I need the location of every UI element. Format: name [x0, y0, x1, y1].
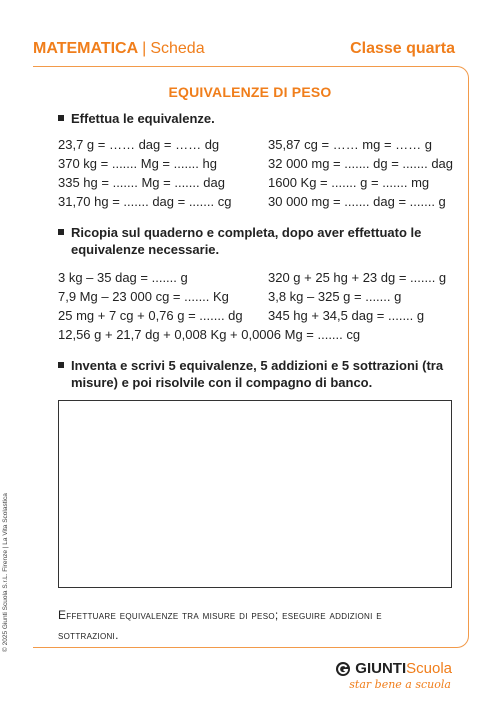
exercise-1-right-4: 30 000 mg = ....... dag = ....... g: [268, 194, 446, 209]
section2-instruction-line2: equivalenze necessarie.: [71, 242, 220, 257]
copyright-notice: © 2025 Giunti Scuola S.r.L. Firenze | La Vita Scolastica: [2, 493, 9, 652]
exercise-1-left-3: 335 hg = ....... Mg = ....... dag: [58, 175, 225, 190]
exercise-2-right-2: 3,8 kg – 325 g = ....... g: [268, 289, 402, 304]
exercise-1-left-4: 31,70 hg = ....... dag = ....... cg: [58, 194, 232, 209]
bullet-icon: [58, 362, 64, 368]
exercise-2-left-3: 25 mg + 7 cg + 0,76 g = ....... dg: [58, 308, 243, 323]
section1-instruction-text: Effettua le equivalenze.: [71, 111, 215, 126]
brand-name-2: Scuola: [406, 660, 452, 677]
page-header: [0, 0, 500, 62]
exercise-2-right-3: 345 hg + 34,5 dag = ....... g: [268, 308, 425, 323]
subject-label: [33, 40, 205, 58]
learning-objective: [58, 605, 458, 645]
exercise-2-right-1: 320 g + 25 hg + 23 dg = ....... g: [268, 270, 447, 285]
section3-instruction-line2: misure) e poi risolvile con il compagno di banco.: [71, 375, 373, 390]
giunti-logo-icon: [335, 661, 351, 677]
section2-instruction: [58, 224, 421, 258]
objective-line2: sottrazioni.: [58, 628, 119, 642]
exercise-2-left-1: 3 kg – 35 dag = ....... g: [58, 270, 188, 285]
section3-instruction-line1: Inventa e scrivi 5 equivalenze, 5 addizioni e 5 sottrazioni (tra: [71, 358, 444, 373]
exercise-1-left-2: 370 kg = ....... Mg = ....... hg: [58, 156, 217, 171]
sheet-label: Scheda: [150, 40, 205, 57]
worksheet-title: EQUIVALENZE DI PESO: [168, 84, 332, 100]
objective-line1: Effettuare equivalenze tra misure di peso; eseguire addizioni e: [58, 608, 382, 622]
publisher-logo: [335, 660, 452, 691]
exercise-2-left-2: 7,9 Mg – 23 000 cg = ....... Kg: [58, 289, 229, 304]
answer-writing-box[interactable]: [58, 400, 452, 588]
exercise-1-right-1: 35,87 cg = …… mg = …… g: [268, 137, 433, 152]
bullet-icon: [58, 115, 64, 121]
grade-label: Classe quarta: [350, 40, 455, 57]
exercise-2-full: 12,56 g + 21,7 dg + 0,008 Kg + 0,0006 Mg = ....... cg: [58, 327, 361, 342]
bullet-icon: [58, 229, 64, 235]
header-separator: |: [142, 40, 147, 57]
brand-tagline: star bene a scuola: [349, 678, 451, 691]
section3-instruction: [58, 357, 443, 391]
subject-name: MATEMATICA: [33, 40, 139, 57]
section2-instruction-line1: Ricopia sul quaderno e completa, dopo aver effettuato le: [71, 225, 422, 240]
brand-name-1: GIUNTI: [355, 660, 407, 677]
exercise-1-right-2: 32 000 mg = ....... dg = ....... dag: [268, 156, 454, 171]
exercise-1-left-1: 23,7 g = …… dag = …… dg: [58, 137, 220, 152]
section1-instruction: [58, 110, 215, 127]
exercise-1-right-3: 1600 Kg = ....... g = ....... mg: [268, 175, 430, 190]
